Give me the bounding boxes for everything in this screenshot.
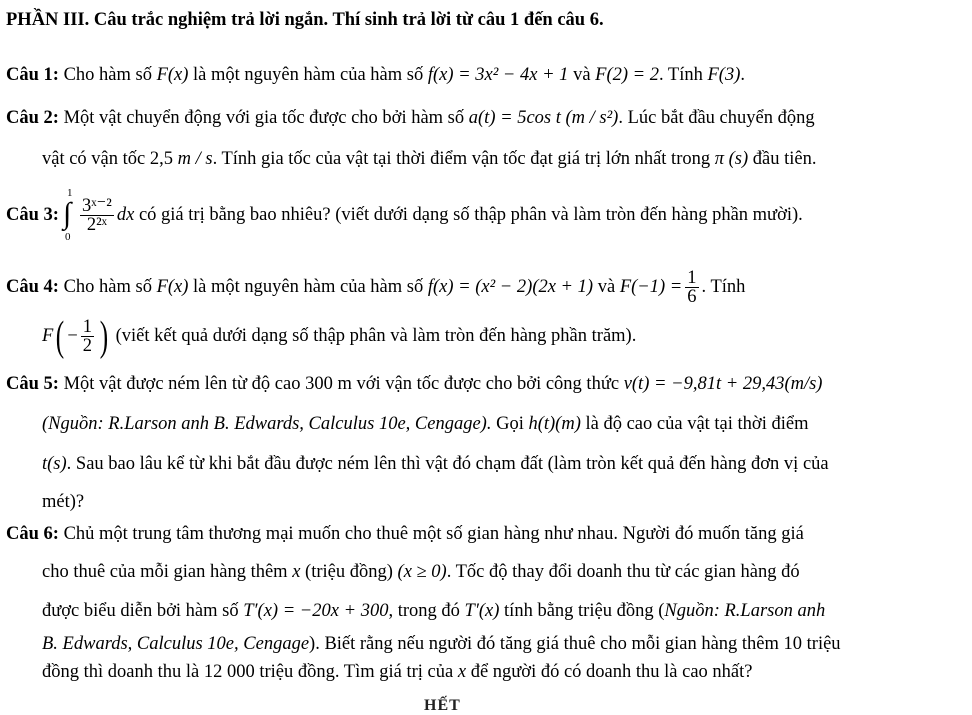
q4-half-num: 1: [82, 317, 92, 338]
q5-line1: Một vật được ném lên từ độ cao 300 m với vận tốc được cho bởi công thức: [58, 374, 624, 394]
end-marker: HẾT: [424, 697, 461, 714]
q1-f-expr: f(x) = 3x² − 4x + 1: [427, 65, 569, 85]
q2-line2-b: . Tính gia tốc của vật tại thời điểm vận tốc đạt giá trị lớn nhất trong: [212, 149, 715, 169]
right-paren-icon: ): [99, 313, 109, 360]
integral-lower-limit: 0: [64, 230, 71, 243]
q6-cond: (x ≥ 0): [397, 562, 447, 582]
q2-unit: m / s: [177, 149, 213, 169]
q4-half-den: 2: [82, 336, 92, 357]
q2-pi-s: π (s): [714, 149, 749, 169]
q4-text-e: (viết kết quả dưới dạng số thập phân và làm tròn đến hàng phần trăm).: [111, 326, 637, 346]
q5-source: (Nguồn: R.Larson anh B. Edwards, Calculus 10e, Cengage).: [42, 414, 497, 434]
integral-symbol: [62, 186, 77, 243]
q4-F-label: F: [42, 326, 54, 346]
q5-line2-c: là độ cao của vật tại thời điểm: [580, 414, 809, 434]
integral-upper-limit: 1: [66, 186, 73, 199]
q6-line2-c: . Tốc độ thay đổi doanh thu từ các gian hàng đó: [446, 562, 800, 582]
q5-line3: . Sau bao lâu kể từ khi bắt đầu được ném lên thì vật đó chạm đất (làm tròn kết quả đến hàng đơn vị của: [66, 454, 829, 474]
q6-line5-b: để người đó có doanh thu là cao nhất?: [466, 662, 753, 682]
q4-neg: −: [67, 326, 78, 346]
q3-dx: dx: [116, 205, 135, 225]
q5-h-expr: h(t)(m): [528, 414, 581, 434]
q6-line5-a: đồng thì doanh thu là 12 000 triệu đồng. Tìm giá trị của: [42, 662, 458, 682]
q4-label: Câu 4:: [6, 277, 59, 297]
question-6-line-1: [6, 522, 804, 546]
question-6-line-3: [42, 599, 825, 623]
q2-text-b: . Lúc bắt đầu chuyển động: [618, 108, 815, 128]
q3-denominator: 2²ˣ: [86, 215, 107, 236]
q6-x: x: [292, 562, 301, 582]
q6-T-expr: T′(x) = −20x + 300: [243, 601, 389, 621]
q6-source-a: Nguồn: R.Larson anh: [664, 601, 826, 621]
question-6-line-2: [42, 560, 800, 584]
q4-frac-num: 1: [687, 268, 697, 289]
integral-sign-icon: ∫: [62, 196, 72, 230]
q5-t-s: t(s): [42, 454, 67, 474]
q5-v-expr: v(t) = −9,81t + 29,43(m/s): [623, 374, 823, 394]
q4-text-b: là một nguyên hàm của hàm số: [188, 277, 428, 297]
q1-F3: F(3): [707, 65, 741, 85]
q4-f-expr: f(x) = (x² − 2)(2x + 1): [427, 277, 594, 297]
q4-frac-den: 6: [687, 287, 697, 308]
q4-F-x: F(x): [156, 277, 189, 297]
question-5-line-1: [6, 372, 822, 396]
q4-Fm1: F(−1) =: [619, 277, 683, 297]
q4-text-d: . Tính: [701, 277, 746, 297]
question-5-line-3: [42, 452, 829, 476]
q6-line2-a: cho thuê của mỗi gian hàng thêm: [42, 562, 293, 582]
q6-line3-b: , trong đó: [388, 601, 465, 621]
question-5-line-2: [42, 412, 808, 436]
question-4-line-2: [42, 312, 636, 360]
q1-F2: F(2) = 2: [595, 65, 660, 85]
q2-label: Câu 2:: [6, 108, 59, 128]
q3-text: có giá trị bằng bao nhiêu? (viết dưới dạng số thập phân và làm tròn đến hàng phần mười).: [134, 205, 803, 225]
left-paren-icon: (: [56, 313, 65, 360]
q2-line2-c: đầu tiên.: [748, 149, 817, 169]
q3-label: Câu 3:: [6, 205, 59, 225]
question-1: [6, 63, 745, 87]
q6-line5-x: x: [457, 662, 467, 682]
question-5-line-4: mét)?: [42, 492, 85, 512]
q4-text-a: Cho hàm số: [58, 277, 157, 297]
q2-line2-a: vật có vận tốc 2,5: [42, 149, 178, 169]
question-4-line-1: [6, 265, 745, 309]
q6-line3-c: tính bằng triệu đồng (: [499, 601, 665, 621]
question-6-line-5: [42, 660, 753, 684]
q6-label: Câu 6:: [6, 524, 59, 544]
section-header: PHẦN III. Câu trắc nghiệm trả lời ngắn. Thí sinh trả lời từ câu 1 đến câu 6.: [6, 10, 604, 30]
q1-F-x: F(x): [156, 65, 189, 85]
q6-source-b: B. Edwards, Calculus 10e, Cengage: [42, 634, 310, 654]
q1-text-a: Cho hàm số: [58, 65, 157, 85]
question-2-line-1: [6, 106, 815, 130]
q5-line2-b: Gọi: [496, 414, 529, 434]
q6-line3-a: được biểu diễn bởi hàm số: [42, 601, 244, 621]
q4-fraction-1-6: [685, 269, 698, 306]
q1-text-c: và: [568, 65, 596, 85]
question-6-line-4: [42, 632, 841, 656]
q3-fraction: [80, 197, 114, 234]
question-2-line-2: [42, 147, 816, 171]
q2-text-a: Một vật chuyển động với gia tốc được cho bởi hàm số: [58, 108, 469, 128]
q6-line4-b: ). Biết rằng nếu người đó tăng giá thuê cho mỗi gian hàng thêm 10 triệu: [309, 634, 841, 654]
q6-line1: Chủ một trung tâm thương mại muốn cho thuê một số gian hàng như nhau. Người đó muốn tăng giá: [58, 524, 804, 544]
q4-text-c: và: [593, 277, 620, 297]
q5-label: Câu 5:: [6, 374, 59, 394]
q1-text-d: . Tính: [659, 65, 708, 85]
q1-text-b: là một nguyên hàm của hàm số: [188, 65, 428, 85]
q3-numerator: 3ˣ⁻²: [81, 196, 112, 217]
q1-label: Câu 1:: [6, 65, 59, 85]
q6-line2-b: (triệu đồng): [300, 562, 398, 582]
q6-T-prime: T′(x): [464, 601, 500, 621]
question-3: [6, 186, 803, 243]
q1-text-e: .: [740, 65, 745, 85]
q4-fraction-1-2: [81, 318, 94, 355]
q2-a-expr: a(t) = 5cos t (m / s²): [468, 108, 619, 128]
